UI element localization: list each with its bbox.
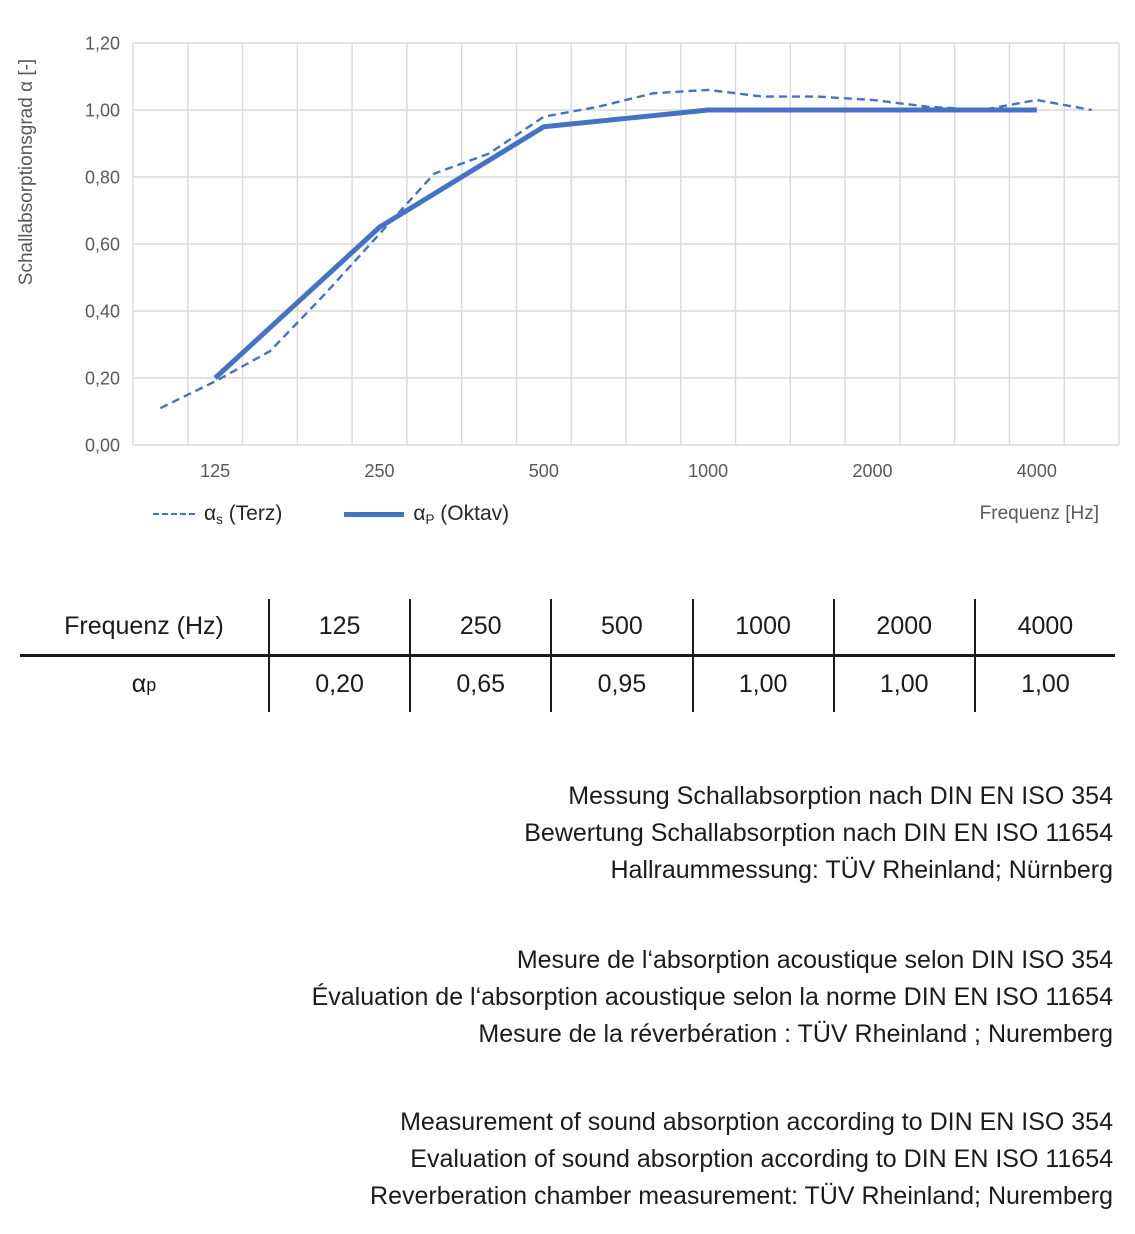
note-line: Hallraummessung: TÜV Rheinland; Nürnberg — [610, 856, 1113, 884]
x-tick-label: 250 — [364, 461, 395, 480]
note-line: Measurement of sound absorption according to DIN EN ISO 354 — [400, 1108, 1113, 1136]
x-tick-label: 2000 — [852, 461, 893, 480]
legend-item-alpha-s-terz — [153, 502, 282, 526]
table-header-1000: 1000 — [692, 599, 833, 657]
y-tick-label: 0,40 — [84, 301, 120, 322]
table-header-4000: 4000 — [974, 599, 1115, 657]
x-tick-label: 500 — [528, 461, 559, 480]
chart-legend-row — [0, 485, 1135, 543]
y-tick-label: 1,00 — [84, 100, 120, 121]
solid-line-swatch — [344, 512, 404, 517]
note-line: Évaluation de l‘absorption acoustique selon la norme DIN EN ISO 11654 — [311, 983, 1113, 1011]
chart-legend — [153, 502, 509, 526]
absorption-values-table — [20, 599, 1115, 712]
note-line: Mesure de la réverbération : TÜV Rheinland ; Nuremberg — [478, 1020, 1113, 1048]
note-line: Evaluation of sound absorption according to DIN EN ISO 11654 — [410, 1145, 1113, 1173]
y-axis-title: Schallabsorptionsgrad α [-] — [16, 58, 37, 286]
table-value-250: 0,65 — [409, 657, 550, 712]
legend-item-alpha-p-oktav — [344, 502, 509, 526]
y-tick-label: 0,80 — [84, 167, 120, 188]
x-axis-title: Frequenz [Hz] — [979, 503, 1099, 524]
y-tick-label: 1,20 — [84, 33, 120, 54]
table-header-250: 250 — [409, 599, 550, 657]
note-line: Reverberation chamber measurement: TÜV Rheinland; Nuremberg — [370, 1182, 1113, 1210]
table-value-500: 0,95 — [550, 657, 691, 712]
note-english — [0, 1104, 1113, 1215]
note-french — [0, 942, 1113, 1053]
legend-label-alpha-s: $\alpha_s$ (Terz) — [204, 502, 283, 527]
y-tick-label: 0,00 — [84, 435, 120, 456]
table-header-2000: 2000 — [833, 599, 974, 657]
note-line: Mesure de l‘absorption acoustique selon DIN ISO 354 — [516, 946, 1113, 974]
note-line: Messung Schallabsorption nach DIN EN ISO 354 — [568, 782, 1113, 810]
table-value-1000: 1,00 — [692, 657, 833, 712]
y-tick-label: 0,60 — [84, 234, 120, 255]
note-german — [0, 778, 1113, 889]
table-value-125: 0,20 — [268, 657, 409, 712]
table-row-label-alpha-p: α p — [131, 670, 157, 698]
table-header-125: 125 — [268, 599, 409, 657]
legend-label-alpha-p: $\alpha_P$ (Oktav) — [413, 502, 510, 527]
y-tick-label: 0,20 — [84, 368, 120, 389]
table-header-500: 500 — [550, 599, 691, 657]
dashed-line-swatch — [153, 513, 195, 515]
x-tick-label: 4000 — [1016, 461, 1057, 480]
x-tick-label: 125 — [200, 461, 231, 480]
table-value-4000: 1,00 — [974, 657, 1115, 712]
note-line: Bewertung Schallabsorption nach DIN EN ISO 11654 — [524, 819, 1113, 847]
absorption-chart-plot — [0, 0, 1135, 480]
table-value-2000: 1,00 — [833, 657, 974, 712]
table-header-frequency: Frequenz (Hz) — [20, 599, 268, 657]
sound-absorption-chart — [0, 0, 1135, 543]
x-tick-label: 1000 — [688, 461, 729, 480]
measurement-notes — [0, 778, 1135, 1215]
